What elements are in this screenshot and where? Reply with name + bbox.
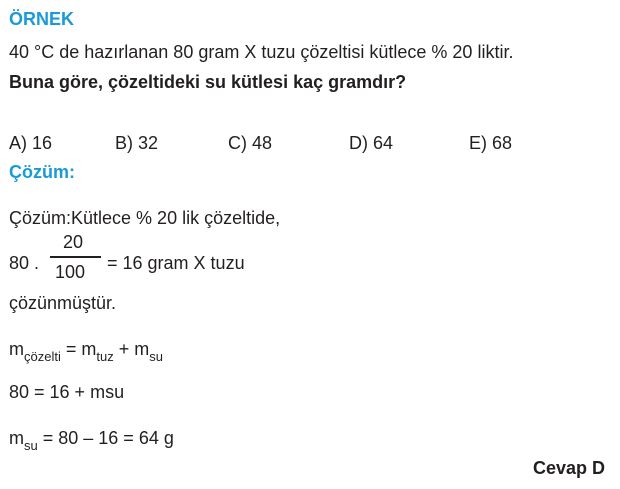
- final-mass-symbol: m: [9, 428, 24, 448]
- calc-result: = 16 gram X tuzu: [107, 253, 245, 273]
- problem-question: Buna göre, çözeltideki su kütlesi kaç gramdır?: [9, 72, 407, 92]
- option-c: C) 48: [228, 133, 273, 153]
- option-b: B) 32: [115, 133, 159, 153]
- mass-equation: [9, 338, 163, 362]
- subscript-su: su: [149, 349, 163, 364]
- option-e: E) 68: [469, 133, 513, 153]
- mass-symbol: m: [9, 339, 24, 359]
- sum-equation: 80 = 16 + msu: [9, 382, 125, 402]
- solution-heading: Çözüm:: [9, 162, 75, 182]
- fraction-numerator: 20: [63, 232, 84, 252]
- final-equation: [9, 427, 174, 451]
- equals-m: = m: [60, 339, 97, 359]
- fraction-bar: [50, 256, 101, 258]
- problem-statement: 40 °C de hazırlanan 80 gram X tuzu çözeltisi kütlece % 20 liktir.: [9, 42, 514, 62]
- option-a: A) 16: [9, 133, 53, 153]
- dissolved-text: çözünmüştür.: [9, 293, 117, 313]
- solution-intro: Çözüm:Kütlece % 20 lik çözeltide,: [9, 208, 281, 228]
- option-d: D) 64: [349, 133, 394, 153]
- final-subscript-su: su: [24, 438, 38, 453]
- plus-m: + m: [113, 339, 150, 359]
- example-heading: ÖRNEK: [9, 9, 75, 29]
- fraction-denominator: 100: [55, 262, 86, 282]
- subscript-cozelti: çözelti: [24, 349, 61, 364]
- calc-prefix: 80 .: [9, 253, 40, 273]
- subscript-tuz: tuz: [96, 349, 114, 364]
- final-result: = 80 – 16 = 64 g: [37, 428, 174, 448]
- answer-label: Cevap D: [533, 458, 606, 478]
